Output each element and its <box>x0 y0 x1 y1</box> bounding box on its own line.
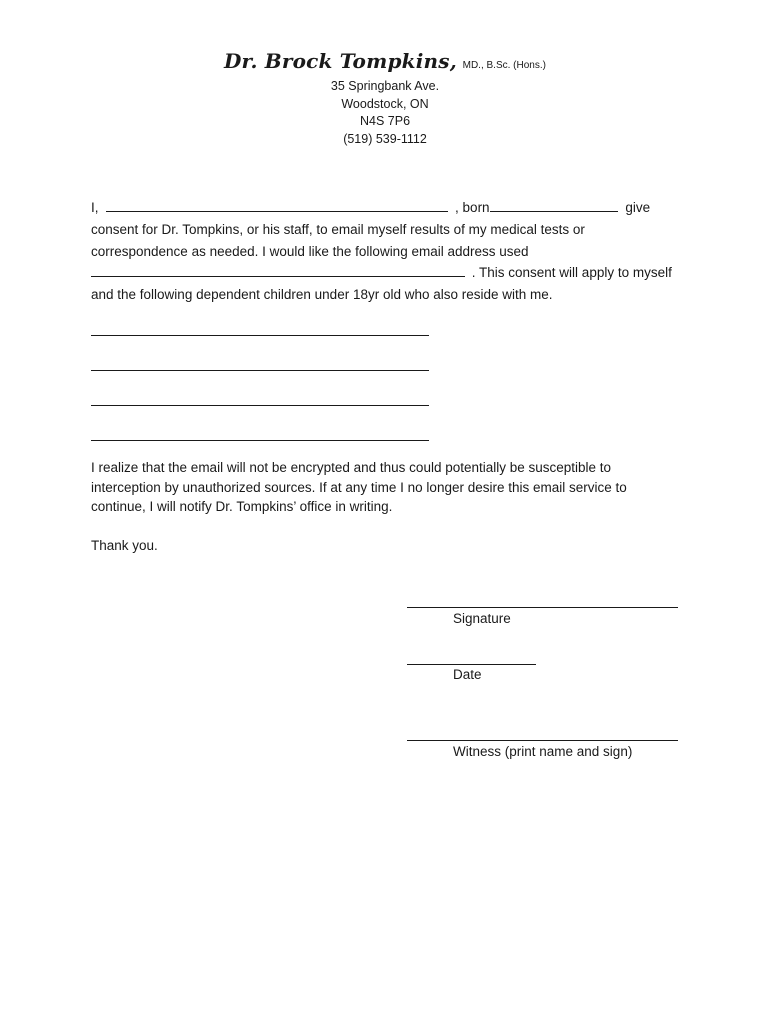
dependent-child-field-2[interactable] <box>91 370 429 371</box>
consent-i-label: I, <box>91 200 99 215</box>
patient-name-field[interactable] <box>106 197 448 212</box>
address-phone: (519) 539-1112 <box>343 131 427 146</box>
email-address-field[interactable] <box>91 262 465 277</box>
disclaimer-line-2: interception by unauthorized sources. If at any time I no longer desire this email service to <box>91 479 627 495</box>
consent-paragraph <box>91 197 691 306</box>
consent-row-4-suffix: . This consent will apply to myself <box>471 265 672 281</box>
birth-date-field[interactable] <box>490 197 618 212</box>
letterhead <box>0 44 770 148</box>
thank-you-text: Thank you. <box>91 538 158 553</box>
disclaimer-line-1: I realize that the email will not be encrypted and thus could potentially be susceptible to <box>91 460 612 475</box>
disclaimer-paragraph <box>91 458 691 517</box>
witness-field[interactable] <box>407 740 678 741</box>
dependent-child-field-4[interactable] <box>91 440 429 441</box>
consent-row-2: consent for Dr. Tompkins, or his staff, to email myself results of my medical tests or <box>91 221 585 237</box>
address-city: Woodstock, ON <box>341 96 429 111</box>
doctor-name-line <box>0 44 770 78</box>
signature-label: Signature <box>453 611 511 626</box>
date-field[interactable] <box>407 664 536 665</box>
address-street: 35 Springbank Ave. <box>330 79 440 93</box>
consent-give-label: give <box>625 200 651 215</box>
consent-row-4 <box>91 262 691 284</box>
consent-row-1 <box>91 197 691 219</box>
consent-row-3: correspondence as needed. I would like the following email address used <box>91 243 529 259</box>
signature-field[interactable] <box>407 607 678 608</box>
consent-row-5: and the following dependent children under 18yr old who also reside with me. <box>91 287 553 303</box>
dependent-child-field-1[interactable] <box>91 335 429 336</box>
dependent-child-field-3[interactable] <box>91 405 429 406</box>
doctor-name: Dr. Brock Tompkins, <box>224 49 457 73</box>
witness-label: Witness (print name and sign) <box>453 744 633 759</box>
doctor-credentials: MD., B.Sc. (Hons.) <box>462 60 546 71</box>
disclaimer-line-3: continue, I will notify Dr. Tompkins’ office in writing. <box>91 499 393 514</box>
consent-born-label: , born <box>455 200 490 215</box>
address-postal-code: N4S 7P6 <box>359 114 411 128</box>
date-label: Date <box>453 667 482 682</box>
